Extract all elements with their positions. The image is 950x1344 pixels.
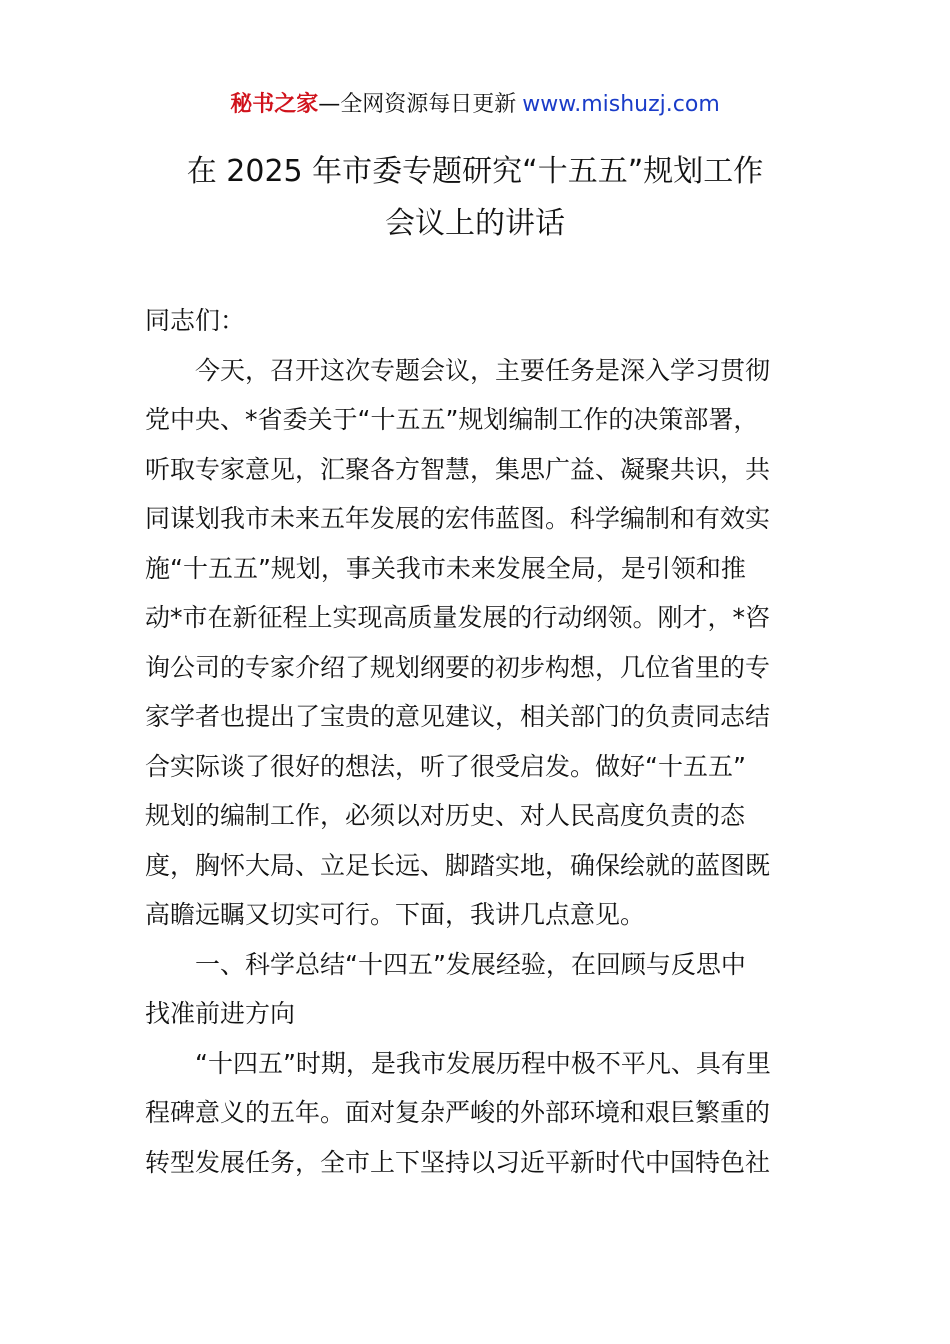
site-url-link[interactable]: www.mishuzj.com [522, 92, 720, 117]
document-title [0, 146, 950, 250]
section-heading-line: 找准前进方向 [145, 999, 296, 1028]
section-heading-line: 一、科学总结“十四五”发展经验，在回顾与反思中 [195, 949, 746, 979]
body-line: 听取专家意见，汇聚各方智慧，集思广益、凝聚共识，共 [145, 454, 771, 484]
site-brand: 秘书之家 [230, 92, 319, 117]
site-tagline: —全网资源每日更新 [318, 92, 517, 117]
body-line: 程碑意义的五年。面对复杂严峻的外部环境和艰巨繁重的 [145, 1098, 771, 1127]
title-line-2: 会议上的讲话 [385, 206, 565, 241]
body-line: 党中央、*省委关于“十五五”规划编制工作的决策部署， [145, 405, 759, 434]
body-line: 合实际谈了很好的想法，听了很受启发。做好“十五五” [145, 751, 746, 781]
site-header [0, 88, 950, 122]
body-line: 高瞻远瞩又切实可行。下面，我讲几点意见。 [145, 900, 646, 929]
body-line: 施“十五五”规划，事关我市未来发展全局，是引领和推 [145, 553, 746, 583]
body-line: “十四五”时期，是我市发展历程中极不平凡、具有里 [195, 1048, 771, 1078]
body-line: 转型发展任务，全市上下坚持以习近平新时代中国特色社 [145, 1147, 771, 1177]
body-line: 今天，召开这次专题会议，主要任务是深入学习贯彻 [195, 355, 771, 385]
body-line: 询公司的专家介绍了规划纲要的初步构想，几位省里的专 [145, 652, 771, 682]
body-line: 度，胸怀大局、立足长远、脚踏实地，确保绘就的蓝图既 [145, 850, 771, 880]
body-line: 同谋划我市未来五年发展的宏伟蓝图。科学编制和有效实 [145, 504, 771, 533]
body-line: 家学者也提出了宝贵的意见建议，相关部门的负责同志结 [145, 702, 771, 731]
body-line: 动*市在新征程上实现高质量发展的行动纲领。刚才，*咨 [145, 603, 771, 632]
title-line-1: 在 2025 年市委专题研究“十五五”规划工作 [186, 154, 764, 189]
salutation: 同志们： [145, 306, 246, 335]
document-body [145, 296, 810, 1187]
body-line: 规划的编制工作，必须以对历史、对人民高度负责的态 [145, 801, 746, 830]
